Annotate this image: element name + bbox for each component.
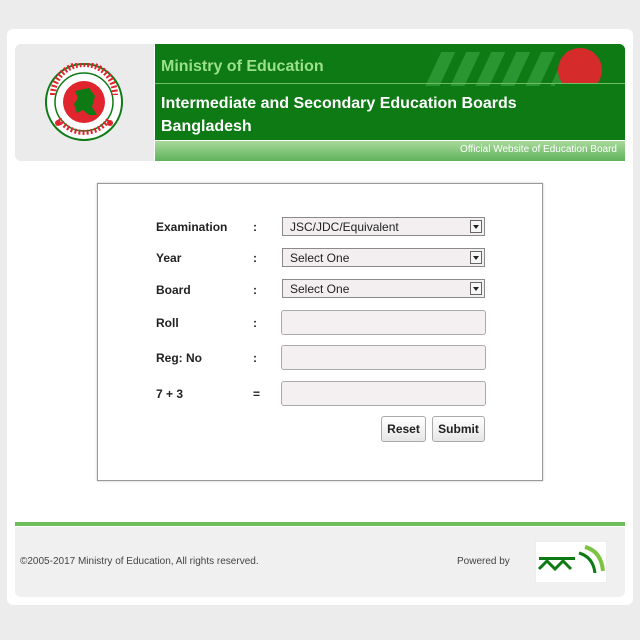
result-form	[97, 183, 543, 481]
chevron-down-icon[interactable]	[470, 251, 482, 264]
year-colon: :	[253, 251, 257, 265]
official-website-text: Official Website of Education Board	[460, 144, 617, 155]
examination-select[interactable]	[282, 217, 485, 236]
year-label: Year	[156, 251, 182, 265]
roll-colon: :	[253, 316, 257, 330]
site-header	[15, 44, 625, 161]
header-subbar	[155, 141, 625, 161]
examination-label: Examination	[156, 220, 228, 234]
copyright-text: ©2005-2017 Ministry of Education, All rights reserved.	[20, 556, 259, 567]
reg-colon: :	[253, 351, 257, 365]
header-banner	[155, 44, 625, 140]
examination-selected-value: JSC/JDC/Equivalent	[290, 220, 399, 234]
ministry-name: Ministry of Education	[161, 58, 324, 75]
logo-area	[15, 44, 154, 161]
reg-input[interactable]	[281, 345, 486, 370]
reset-button[interactable]: Reset	[381, 416, 426, 442]
year-select[interactable]	[282, 248, 485, 267]
roll-label: Roll	[156, 316, 179, 330]
board-label: Board	[156, 283, 191, 297]
chevron-down-icon[interactable]	[470, 282, 482, 295]
examination-colon: :	[253, 220, 257, 234]
footer-divider	[15, 522, 625, 526]
government-seal-icon	[45, 63, 123, 141]
board-select[interactable]	[282, 279, 485, 298]
board-selected-value: Select One	[290, 282, 350, 296]
submit-button[interactable]: Submit	[432, 416, 485, 442]
page-container	[7, 29, 633, 605]
site-footer	[15, 527, 625, 597]
chevron-down-icon[interactable]	[470, 220, 482, 233]
board-title: Intermediate and Secondary Education Boards Bangladesh	[161, 95, 517, 135]
captcha-label: 7 + 3	[156, 387, 184, 401]
captcha-input[interactable]	[281, 381, 486, 406]
captcha-equals: =	[253, 387, 261, 401]
board-colon: :	[253, 283, 257, 297]
powered-by-text: Powered by	[457, 556, 510, 567]
teletalk-logo-icon[interactable]	[535, 541, 607, 583]
year-selected-value: Select One	[290, 251, 350, 265]
roll-input[interactable]	[281, 310, 486, 335]
reg-label: Reg: No	[156, 351, 202, 365]
banner-divider	[155, 83, 625, 84]
